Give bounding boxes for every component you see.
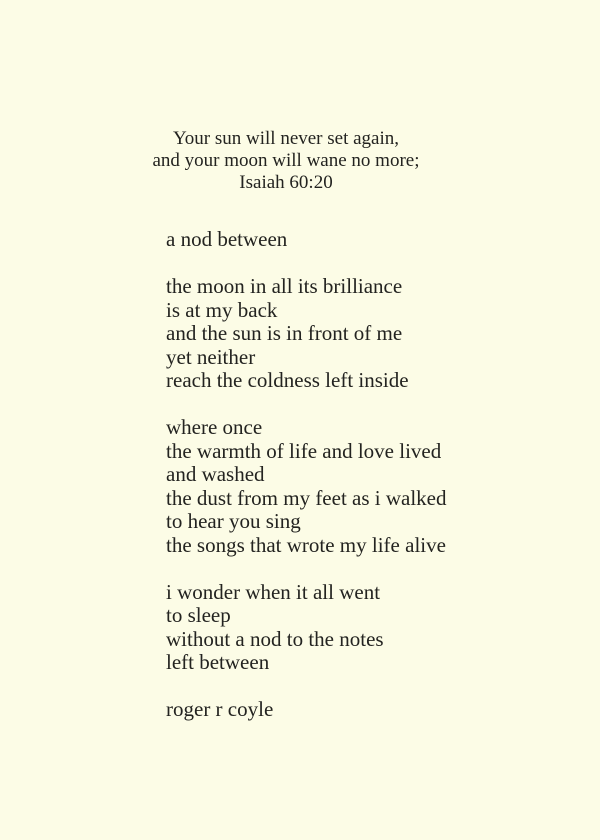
poem-line: to hear you sing <box>166 509 301 533</box>
poem-line: and washed <box>166 462 265 486</box>
author-name: roger r coyle <box>166 697 274 721</box>
poem-line: left between <box>166 650 270 674</box>
poem-line: the songs that wrote my life alive <box>166 532 446 557</box>
epigraph-line: Your sun will never set again, <box>172 128 400 149</box>
poem-line: and the sun is in front of me <box>166 321 403 345</box>
poem-line: the warmth of life and love lived <box>166 438 442 463</box>
poem-line: i wonder when it all went <box>166 579 381 604</box>
poem-line: without a nod to the notes <box>166 626 384 651</box>
poem-line: where once <box>166 415 263 439</box>
poem-line: the dust from my feet as i walked <box>166 485 447 510</box>
poem-body <box>166 228 447 722</box>
stanza-2 <box>166 416 447 557</box>
poem-title: a nod between <box>166 227 288 251</box>
epigraph-citation: Isaiah 60:20 <box>239 172 333 193</box>
poem-line: reach the coldness left inside <box>166 368 409 392</box>
epigraph <box>0 128 572 194</box>
poem-line: is at my back <box>166 297 278 322</box>
epigraph-line: and your moon will wane no more; <box>152 150 420 171</box>
poem-line: to sleep <box>166 603 231 627</box>
poem-line: the moon in all its brilliance <box>166 274 403 298</box>
stanza-3 <box>166 581 447 675</box>
poem-line: yet neither <box>166 344 256 369</box>
stanza-1 <box>166 275 447 393</box>
